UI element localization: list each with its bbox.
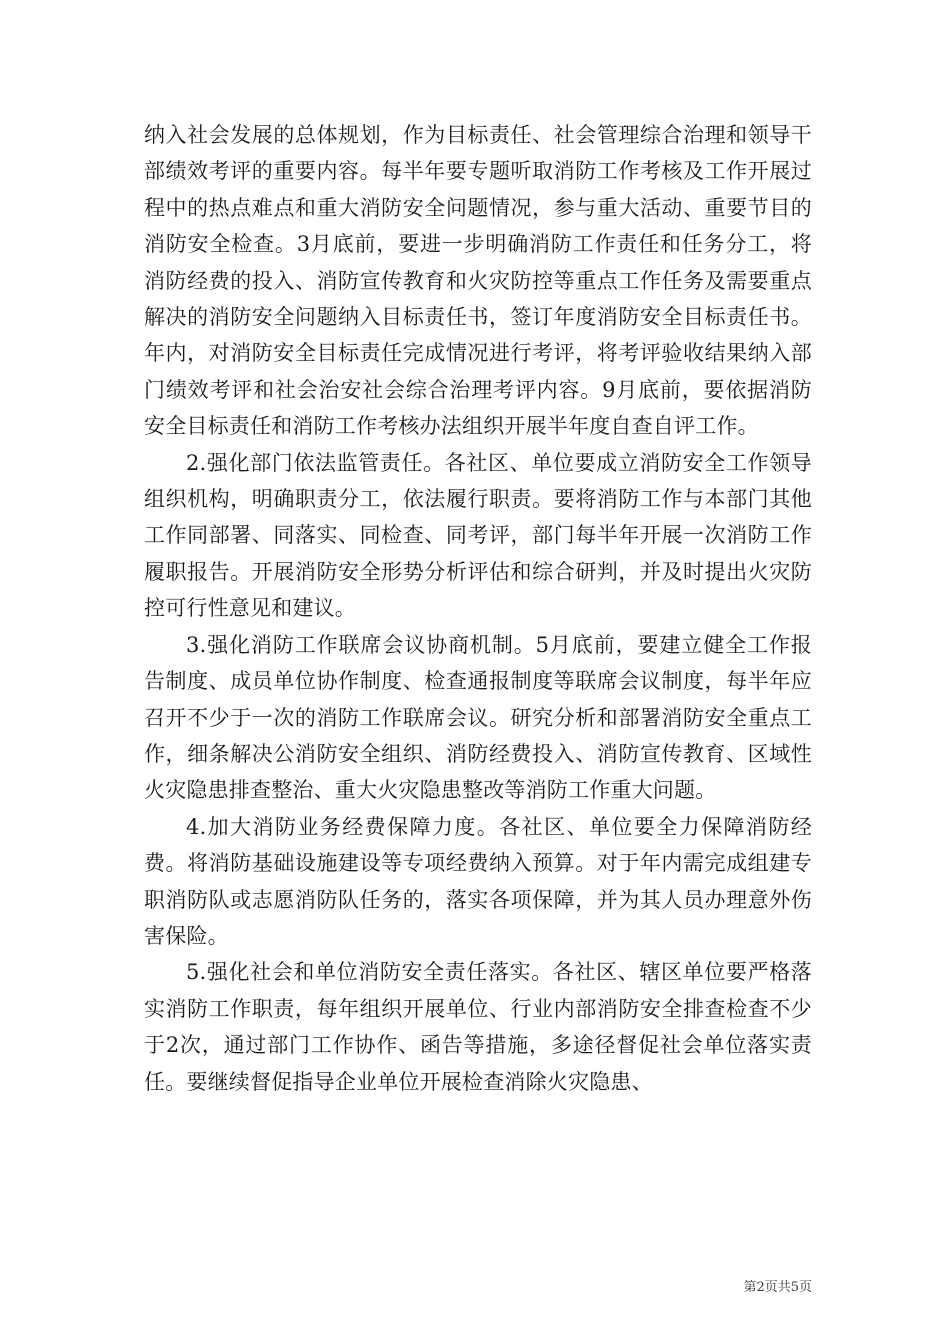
page-number-footer: 第2页共5页 [743, 1280, 812, 1295]
paragraph-item-5: 5.强化社会和单位消防安全责任落实。各社区、辖区单位要严格落实消防工作职责，每年组织开展单位、行业内部消防安全排查检查不少于2次，通过部门工作协作、函告等措施，多途径督促社会单位落实责任。要继续督促指导企业单位开展检查消除火灾隐患、 [144, 960, 812, 1094]
paragraph-item-4: 4.加大消防业务经费保障力度。各社区、单位要全力保障消防经费。将消防基础设施建设等专项经费纳入预算。对于年内需完成组建专职消防队或志愿消防队任务的，落实各项保障，并为其人员办理意外伤害保险。 [144, 814, 812, 948]
document-body [144, 117, 812, 1100]
paragraph-item-2: 2.强化部门依法监管责任。各社区、单位要成立消防安全工作领导组织机构，明确职责分工，依法履行职责。要将消防工作与本部门其他工作同部署、同落实、同检查、同考评，部门每半年开展一次消防工作履职报告。开展消防安全形势分析评估和综合研判，并及时提出火灾防控可行性意见和建议。 [144, 450, 812, 621]
paragraph-item-3: 3.强化消防工作联席会议协商机制。5月底前，要建立健全工作报告制度、成员单位协作制度、检查通报制度等联席会议制度，每半年应召开不少于一次的消防工作联席会议。研究分析和部署消防安全重点工作，细条解决公消防安全组织、消防经费投入、消防宣传教育、区域性火灾隐患排查整治、重大火灾隐患整改等消防工作重大问题。 [144, 632, 812, 803]
paragraph-continuation: 纳入社会发展的总体规划，作为目标责任、社会管理综合治理和领导干部绩效考评的重要内容。每半年要专题听取消防工作考核及工作开展过程中的热点难点和重大消防安全问题情况，参与重大活动、重要节目的消防安全检查。3月底前，要进一步明确消防工作责任和任务分工，将消防经费的投入、消防宣传教育和火灾防控等重点工作任务及需要重点解决的消防安全问题纳入目标责任书，签订年度消防安全目标责任书。年内，对消防安全目标责任完成情况进行考评，将考评验收结果纳入部门绩效考评和社会治安社会综合治理考评内容。9月底前，要依据消防安全目标责任和消防工作考核办法组织开展半年度自查自评工作。 [144, 123, 812, 439]
